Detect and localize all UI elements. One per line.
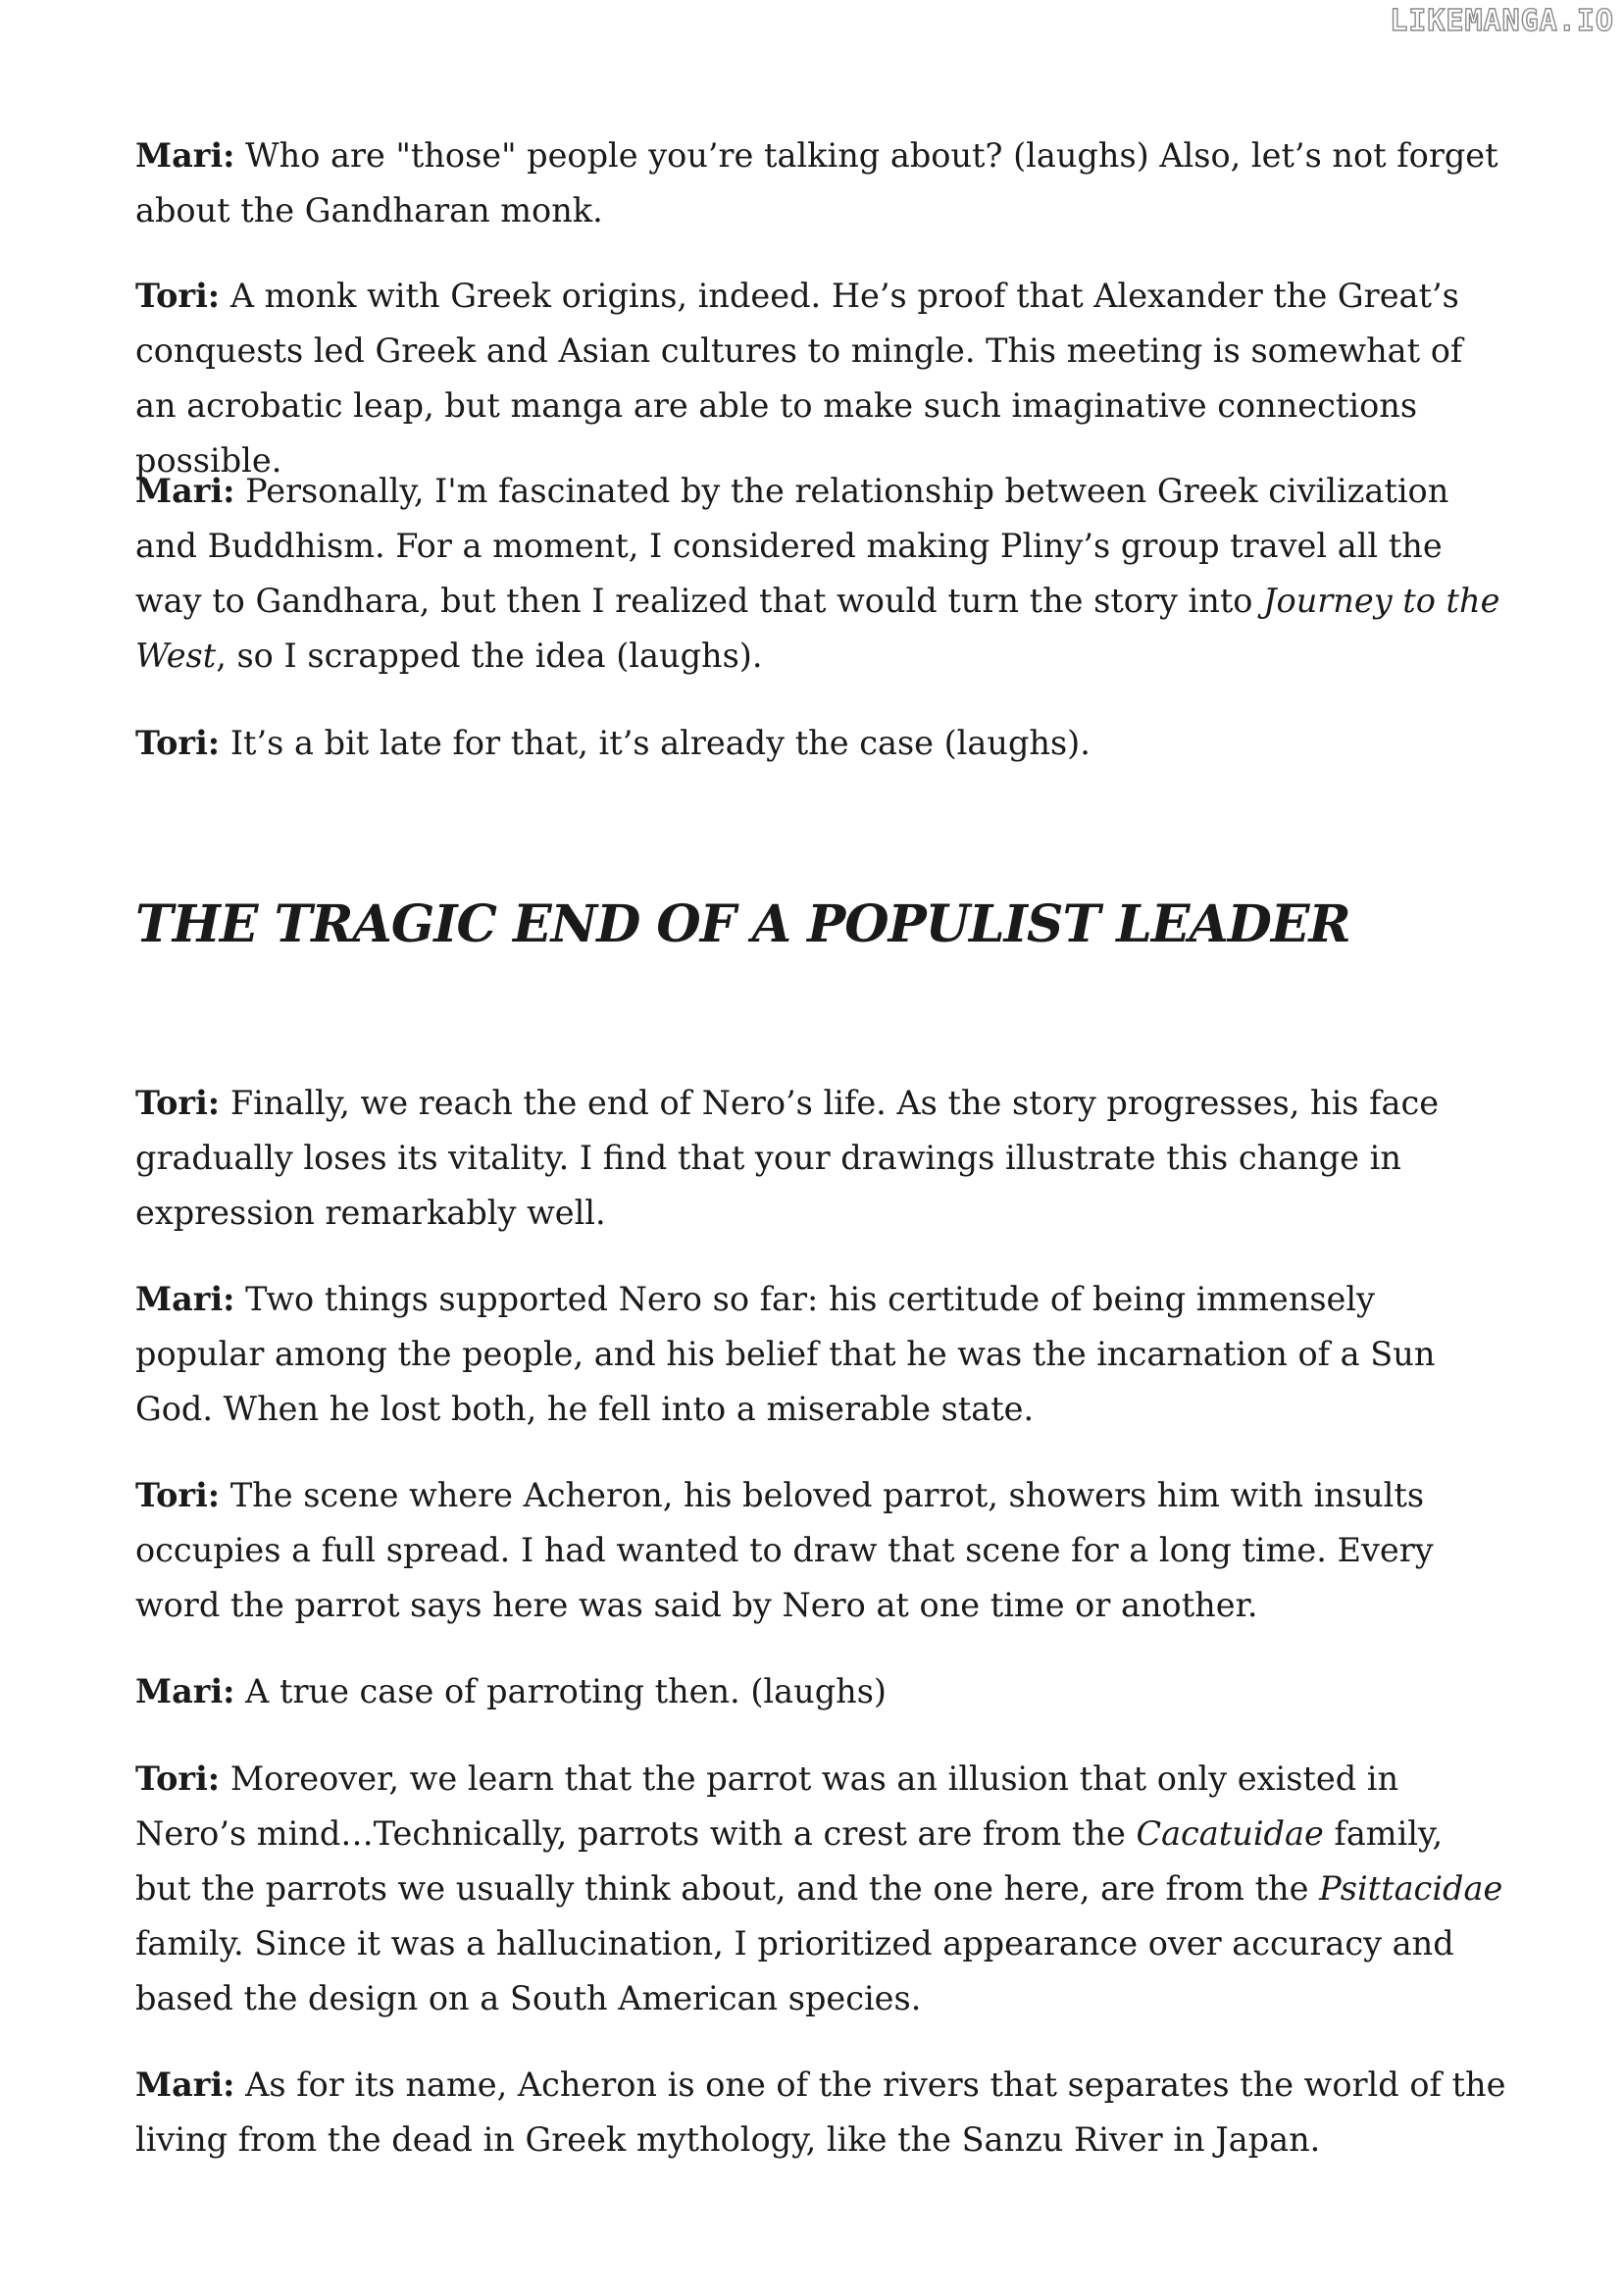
speaker-label: Mari: [135, 136, 235, 175]
scientific-name: Cacatuidae [1136, 1814, 1324, 1853]
speaker-label: Tori: [135, 724, 221, 762]
speaker-label: Mari: [135, 1672, 235, 1710]
speaker-label: Tori: [135, 1084, 221, 1122]
dialogue-paragraph [135, 128, 1508, 238]
dialogue-text: Personally, I'm fascinated by the relationship between Greek civilization and Buddhism. For a moment, I considered making Pliny’s group travel all the way to Gandhara, but then I realized that would turn the story into [135, 472, 1449, 620]
dialogue-text: The scene where Acheron, his beloved parrot, showers him with insults occupies a full spread. I had wanted to draw that scene for a long time. Every word the parrot says here was said by Nero at one time or another. [135, 1476, 1434, 1624]
dialogue-text: Moreover, we learn that the parrot was an illusion that only existed in Nero’s mind…Technically, parrots with a crest are from the [135, 1759, 1399, 1853]
speaker-label: Mari: [135, 1280, 235, 1318]
dialogue-paragraph [135, 716, 1508, 771]
scientific-name: Psittacidae [1319, 1869, 1503, 1908]
dialogue-paragraph [135, 269, 1508, 488]
dialogue-text: It’s a bit late for that, it’s already the case (laughs). [220, 724, 1091, 762]
dialogue-paragraph [135, 1664, 1508, 1719]
speaker-label: Tori: [135, 277, 221, 315]
dialogue-text: Two things supported Nero so far: his certitude of being immensely popular among the people, and his belief that he was the incarnation of a Sun God. When he lost both, he fell into a miserable state. [135, 1280, 1436, 1428]
dialogue-text: Who are "those" people you’re talking about? (laughs) Also, let’s not forget about the Gandharan monk. [135, 136, 1498, 229]
dialogue-text: family. Since it was a hallucination, I prioritized appearance over accuracy and based the design on a South American species. [135, 1924, 1454, 2017]
section-heading: THE TRAGIC END OF A POPULIST LEADER [135, 894, 1350, 954]
dialogue-paragraph [135, 1076, 1508, 1241]
dialogue-paragraph [135, 464, 1508, 684]
dialogue-paragraph [135, 1468, 1508, 1633]
dialogue-paragraph [135, 1272, 1508, 1437]
dialogue-text: A true case of parroting then. (laughs) [234, 1672, 887, 1710]
dialogue-text: family, but the parrots we usually think about, and the one here, are from the [135, 1814, 1444, 1908]
dialogue-text: As for its name, Acheron is one of the rivers that separates the world of the living from the dead in Greek mythology, like the Sanzu River in Japan. [135, 2065, 1506, 2159]
speaker-label: Tori: [135, 1476, 221, 1514]
site-watermark: LIKEMANGA.IO [1390, 4, 1614, 38]
dialogue-text: , so I scrapped the idea (laughs). [216, 637, 763, 675]
dialogue-paragraph [135, 1752, 1508, 2026]
dialogue-paragraph [135, 2058, 1508, 2167]
speaker-label: Mari: [135, 2065, 235, 2104]
speaker-label: Tori: [135, 1759, 221, 1798]
book-title: Journey to the West [135, 582, 1500, 675]
dialogue-text: Finally, we reach the end of Nero’s life. As the story progresses, his face gradually loses its vitality. I find that your drawings illustrate this change in expression remarkably well. [135, 1084, 1440, 1232]
speaker-label: Mari: [135, 472, 235, 510]
dialogue-text: A monk with Greek origins, indeed. He’s proof that Alexander the Great’s conquests led Greek and Asian cultures to mingle. This meeting is somewhat of an acrobatic leap, but manga are able to make such imaginative connections possible. [135, 277, 1463, 480]
